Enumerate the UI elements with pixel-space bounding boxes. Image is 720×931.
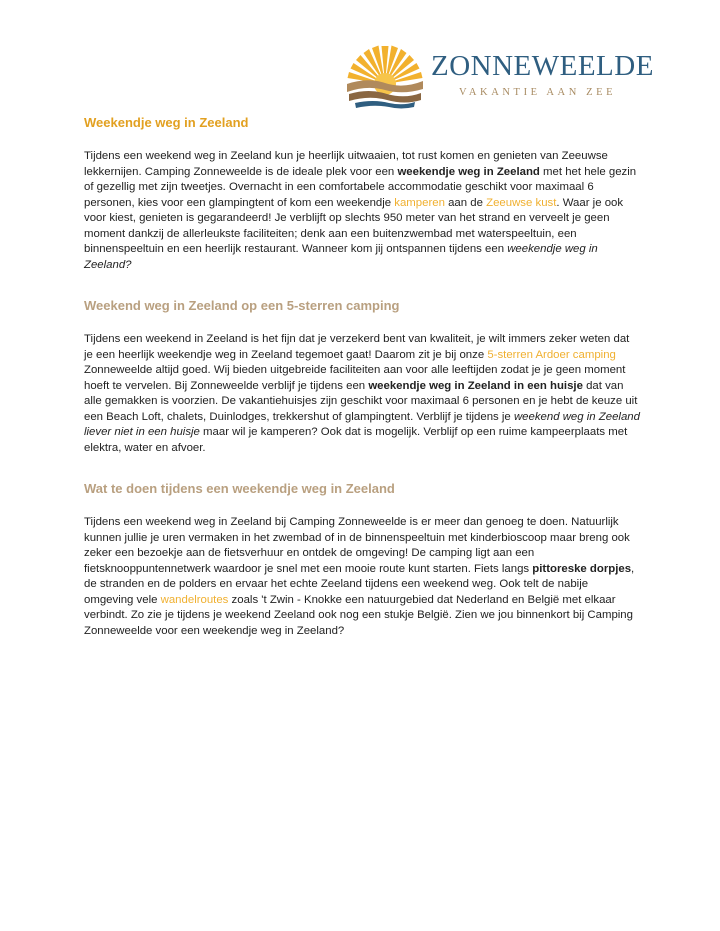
bold-text: pittoreske dorpjes (532, 562, 632, 575)
brand-tagline: VAKANTIE AAN ZEE (459, 87, 617, 98)
paragraph-text: . Waar je ook voor kiest, genieten is gegarandeerd! Je verblijft op slechts 950 meter van het strand en verveelt je geen moment dankzij de allerleukste faciliteiten; denk aan een buitenzwembad met waterspeeltuin, een binnenspeeltuin en een heerlijk restaurant. Wanneer kom jij ontspannen tijdens een (84, 196, 624, 255)
italic-text: weekendje weg in Zeeland? (84, 243, 598, 271)
sun-waves-icon (345, 42, 425, 110)
paragraph-text: dat van alle gemakken is voorzien. De vakantiehuisjes zijn geschikt voor maximaal 6 personen en je hebt de keuze uit een Beach Loft, chalets, Duinlodges, trekkershut of glampingtent. Verblijf je tijdens je (84, 379, 638, 423)
section-heading: Weekend weg in Zeeland op een 5-sterren camping (84, 298, 400, 313)
paragraph-text: met het hele gezin of gezellig met zijn tweetjes. Overnacht in een comfortabele accommodatie geschikt voor maximaal 6 personen, kies voor een glampingtent of kom een weekendje (84, 165, 637, 209)
paragraph-text: Tijdens een weekend in Zeeland is het fijn dat je verzekerd bent van kwaliteit, je wilt immers zeker weten dat je een heerlijk weekendje weg in Zeeland tegemoet gaat! Daarom zit je bij onze (84, 333, 630, 361)
paragraph-text: aan de (444, 196, 487, 209)
article (84, 114, 640, 639)
section-paragraph (84, 515, 640, 639)
section-paragraph (84, 332, 640, 456)
paragraph-text: Tijdens een weekend weg in Zeeland kun je heerlijk uitwaaien, tot rust komen en genieten van Zeeuwse lekkernijen. Camping Zonneweelde is de ideale plek voor een (84, 150, 608, 178)
paragraph-text: Zonneweelde altijd goed. Wij bieden uitgebreide faciliteiten aan voor alle leeftijden zodat je je geen moment hoeft te vervelen. Bij Zonneweelde verblijf je tijdens een (84, 364, 626, 392)
paragraph-text: maar wil je kamperen? Ook dat is mogelijk. Verblijf op een ruime kampeerplaats met elektra, water en afvoer. (84, 426, 628, 454)
paragraph-text: Tijdens een weekend weg in Zeeland bij Camping Zonneweelde is er meer dan genoeg te doen. Natuurlijk kunnen jullie je uren vermaken in het zwembad of in de binnenspeeltuin met kinderbioscoop maar breng ook zeker een bezoekje aan de fietsverhuur en ontdek de omgeving! De camping ligt aan een fietsknooppuntennetwerk waardoor je snel met een mooie route kunt starten. Fiets langs (84, 516, 630, 575)
link-kamperen[interactable]: kamperen (394, 196, 445, 209)
section-paragraph (84, 149, 640, 273)
bold-text: weekendje weg in Zeeland in een huisje (368, 379, 583, 392)
paragraph-text: , de stranden en de polders en ervaar het echte Zeeland tijdens een weekend weg. Ook telt de nabije omgeving vele (84, 562, 635, 606)
link-wandelroutes[interactable]: wandelroutes (160, 593, 229, 606)
italic-text: weekend weg in Zeeland liever niet in een huisje (84, 410, 640, 438)
section-heading: Wat te doen tijdens een weekendje weg in Zeeland (84, 481, 395, 496)
brand-logo[interactable] (345, 42, 654, 110)
paragraph-text: zoals 't Zwin - Knokke een natuurgebied dat Nederland en België met elkaar verbindt. Zo zie je tijdens je weekend Zeeland ook nog een stukje België. Zien we jou binnenkort bij Camping Zonneweelde voor een weekendje weg in Zeeland? (84, 593, 633, 637)
brand-name: ZONNEWEELDE (431, 50, 654, 82)
bold-text: weekendje weg in Zeeland (397, 165, 540, 178)
link-5-sterren-camping[interactable]: 5-sterren Ardoer camping (487, 348, 616, 361)
section-heading: Weekendje weg in Zeeland (84, 115, 249, 130)
link-zeeuwse-kust[interactable]: Zeeuwse kust (486, 196, 557, 209)
